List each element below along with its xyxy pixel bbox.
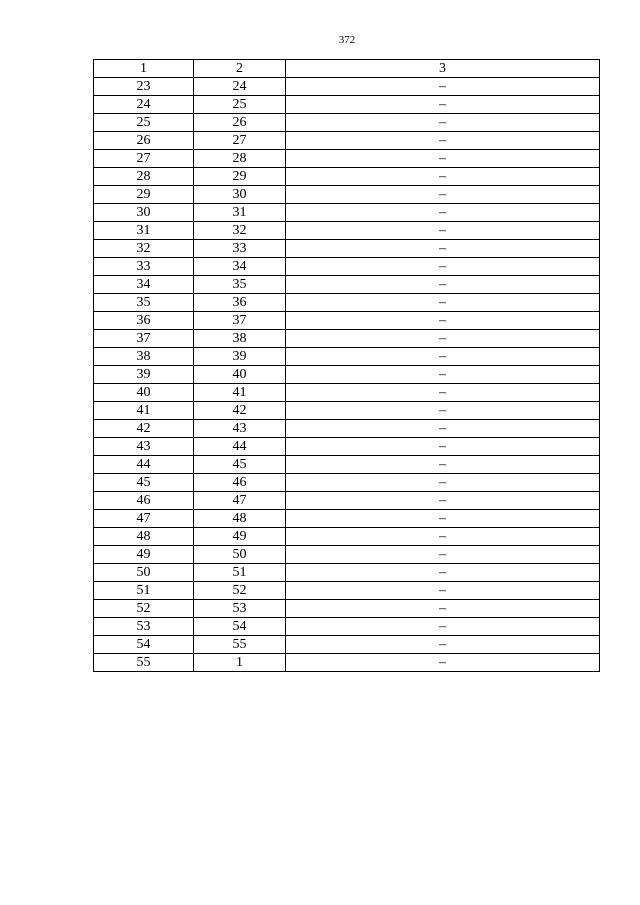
table-cell-col-1: 55 [94, 654, 194, 672]
table-cell-col-1: 24 [94, 96, 194, 114]
table-cell-col-1: 27 [94, 150, 194, 168]
table-cell-col-3: – [286, 528, 600, 546]
table-cell-col-2: 36 [194, 294, 286, 312]
table-cell-col-2: 55 [194, 636, 286, 654]
table-cell-col-2: 31 [194, 204, 286, 222]
table-cell-col-1: 29 [94, 186, 194, 204]
table-cell-col-2: 35 [194, 276, 286, 294]
table-row [94, 240, 600, 258]
header-row [94, 60, 600, 78]
table-cell-col-2: 39 [194, 348, 286, 366]
table-cell-col-2: 44 [194, 438, 286, 456]
table-cell-col-2: 28 [194, 150, 286, 168]
table-cell-col-3: – [286, 546, 600, 564]
table-cell-col-2: 30 [194, 186, 286, 204]
table-cell-col-3: – [286, 366, 600, 384]
table-cell-col-1: 53 [94, 618, 194, 636]
table-cell-col-2: 46 [194, 474, 286, 492]
table-cell-col-2: 53 [194, 600, 286, 618]
table-row [94, 402, 600, 420]
table-cell-col-2: 33 [194, 240, 286, 258]
table-cell-col-3: – [286, 582, 600, 600]
table-cell-col-2: 49 [194, 528, 286, 546]
table-row [94, 330, 600, 348]
table-cell-col-3: – [286, 564, 600, 582]
table-cell-col-1: 51 [94, 582, 194, 600]
table-cell-col-1: 25 [94, 114, 194, 132]
table-cell-col-3: – [286, 438, 600, 456]
table-cell-col-1: 32 [94, 240, 194, 258]
table-cell-col-3: – [286, 330, 600, 348]
table-row [94, 348, 600, 366]
table-cell-col-1: 54 [94, 636, 194, 654]
table-cell-col-1: 43 [94, 438, 194, 456]
table-row [94, 96, 600, 114]
table-cell-col-2: 41 [194, 384, 286, 402]
table-cell-col-3: – [286, 186, 600, 204]
table-cell-col-2: 42 [194, 402, 286, 420]
table-cell-col-2: 37 [194, 312, 286, 330]
table-cell-col-2: 43 [194, 420, 286, 438]
table-row [94, 186, 600, 204]
table-row [94, 420, 600, 438]
table-row [94, 312, 600, 330]
table-cell-col-3: – [286, 258, 600, 276]
table-cell-col-3: – [286, 420, 600, 438]
table-cell-col-2: 52 [194, 582, 286, 600]
table-cell-col-1: 35 [94, 294, 194, 312]
table-cell-col-1: 23 [94, 78, 194, 96]
table-cell-col-1: 49 [94, 546, 194, 564]
table-cell-col-3: – [286, 132, 600, 150]
header-cell-3: 3 [286, 60, 600, 78]
table-cell-col-3: – [286, 474, 600, 492]
table-cell-col-3: – [286, 276, 600, 294]
table-cell-col-2: 40 [194, 366, 286, 384]
table-cell-col-1: 47 [94, 510, 194, 528]
table-cell-col-2: 54 [194, 618, 286, 636]
table-header [94, 60, 600, 78]
table-cell-col-2: 29 [194, 168, 286, 186]
table-cell-col-3: – [286, 384, 600, 402]
table-cell-col-1: 26 [94, 132, 194, 150]
table-cell-col-3: – [286, 240, 600, 258]
table-row [94, 132, 600, 150]
table-cell-col-1: 36 [94, 312, 194, 330]
table-row [94, 528, 600, 546]
table-row [94, 438, 600, 456]
table-cell-col-3: – [286, 600, 600, 618]
table-row [94, 222, 600, 240]
table-cell-col-1: 46 [94, 492, 194, 510]
table-row [94, 276, 600, 294]
table-cell-col-1: 37 [94, 330, 194, 348]
table-cell-col-2: 25 [194, 96, 286, 114]
table-row [94, 582, 600, 600]
table-cell-col-3: – [286, 96, 600, 114]
table-cell-col-3: – [286, 78, 600, 96]
table-row [94, 600, 600, 618]
header-cell-1: 1 [94, 60, 194, 78]
table-cell-col-3: – [286, 114, 600, 132]
table-cell-col-2: 38 [194, 330, 286, 348]
table-cell-col-1: 50 [94, 564, 194, 582]
table-cell-col-2: 51 [194, 564, 286, 582]
table-cell-col-2: 47 [194, 492, 286, 510]
table-row [94, 474, 600, 492]
table-cell-col-1: 48 [94, 528, 194, 546]
table-cell-col-1: 31 [94, 222, 194, 240]
table-cell-col-1: 30 [94, 204, 194, 222]
table-cell-col-1: 40 [94, 384, 194, 402]
table-row [94, 114, 600, 132]
table-cell-col-3: – [286, 204, 600, 222]
table-cell-col-3: – [286, 348, 600, 366]
table-cell-col-3: – [286, 456, 600, 474]
table-cell-col-3: – [286, 510, 600, 528]
table-cell-col-2: 34 [194, 258, 286, 276]
table-cell-col-2: 24 [194, 78, 286, 96]
table-row [94, 492, 600, 510]
table-cell-col-1: 39 [94, 366, 194, 384]
table-body [94, 78, 600, 672]
table-row [94, 168, 600, 186]
header-cell-2: 2 [194, 60, 286, 78]
table-cell-col-1: 28 [94, 168, 194, 186]
table-row [94, 384, 600, 402]
table-cell-col-1: 44 [94, 456, 194, 474]
table-cell-col-1: 34 [94, 276, 194, 294]
table-cell-col-1: 38 [94, 348, 194, 366]
table-row [94, 78, 600, 96]
table-row [94, 366, 600, 384]
table-row [94, 204, 600, 222]
table-cell-col-3: – [286, 402, 600, 420]
table-cell-col-3: – [286, 654, 600, 672]
table-row [94, 564, 600, 582]
table-cell-col-1: 52 [94, 600, 194, 618]
table-cell-col-3: – [286, 150, 600, 168]
table-cell-col-1: 41 [94, 402, 194, 420]
table-cell-col-3: – [286, 312, 600, 330]
table-cell-col-3: – [286, 294, 600, 312]
table-cell-col-2: 27 [194, 132, 286, 150]
table-cell-col-2: 26 [194, 114, 286, 132]
table-cell-col-2: 48 [194, 510, 286, 528]
table-row [94, 258, 600, 276]
table-cell-col-2: 50 [194, 546, 286, 564]
table-cell-col-2: 45 [194, 456, 286, 474]
table-row [94, 150, 600, 168]
table-cell-col-3: – [286, 636, 600, 654]
table-cell-col-1: 42 [94, 420, 194, 438]
table-cell-col-2: 1 [194, 654, 286, 672]
table-cell-col-2: 32 [194, 222, 286, 240]
table-row [94, 456, 600, 474]
table-row [94, 654, 600, 672]
table-cell-col-3: – [286, 618, 600, 636]
table-cell-col-3: – [286, 492, 600, 510]
table-row [94, 510, 600, 528]
table-cell-col-1: 33 [94, 258, 194, 276]
table-cell-col-3: – [286, 168, 600, 186]
table-row [94, 636, 600, 654]
table-row [94, 618, 600, 636]
table-row [94, 546, 600, 564]
page-number: 372 [338, 34, 356, 46]
table-cell-col-3: – [286, 222, 600, 240]
table-cell-col-1: 45 [94, 474, 194, 492]
data-table [93, 59, 600, 672]
table-row [94, 294, 600, 312]
